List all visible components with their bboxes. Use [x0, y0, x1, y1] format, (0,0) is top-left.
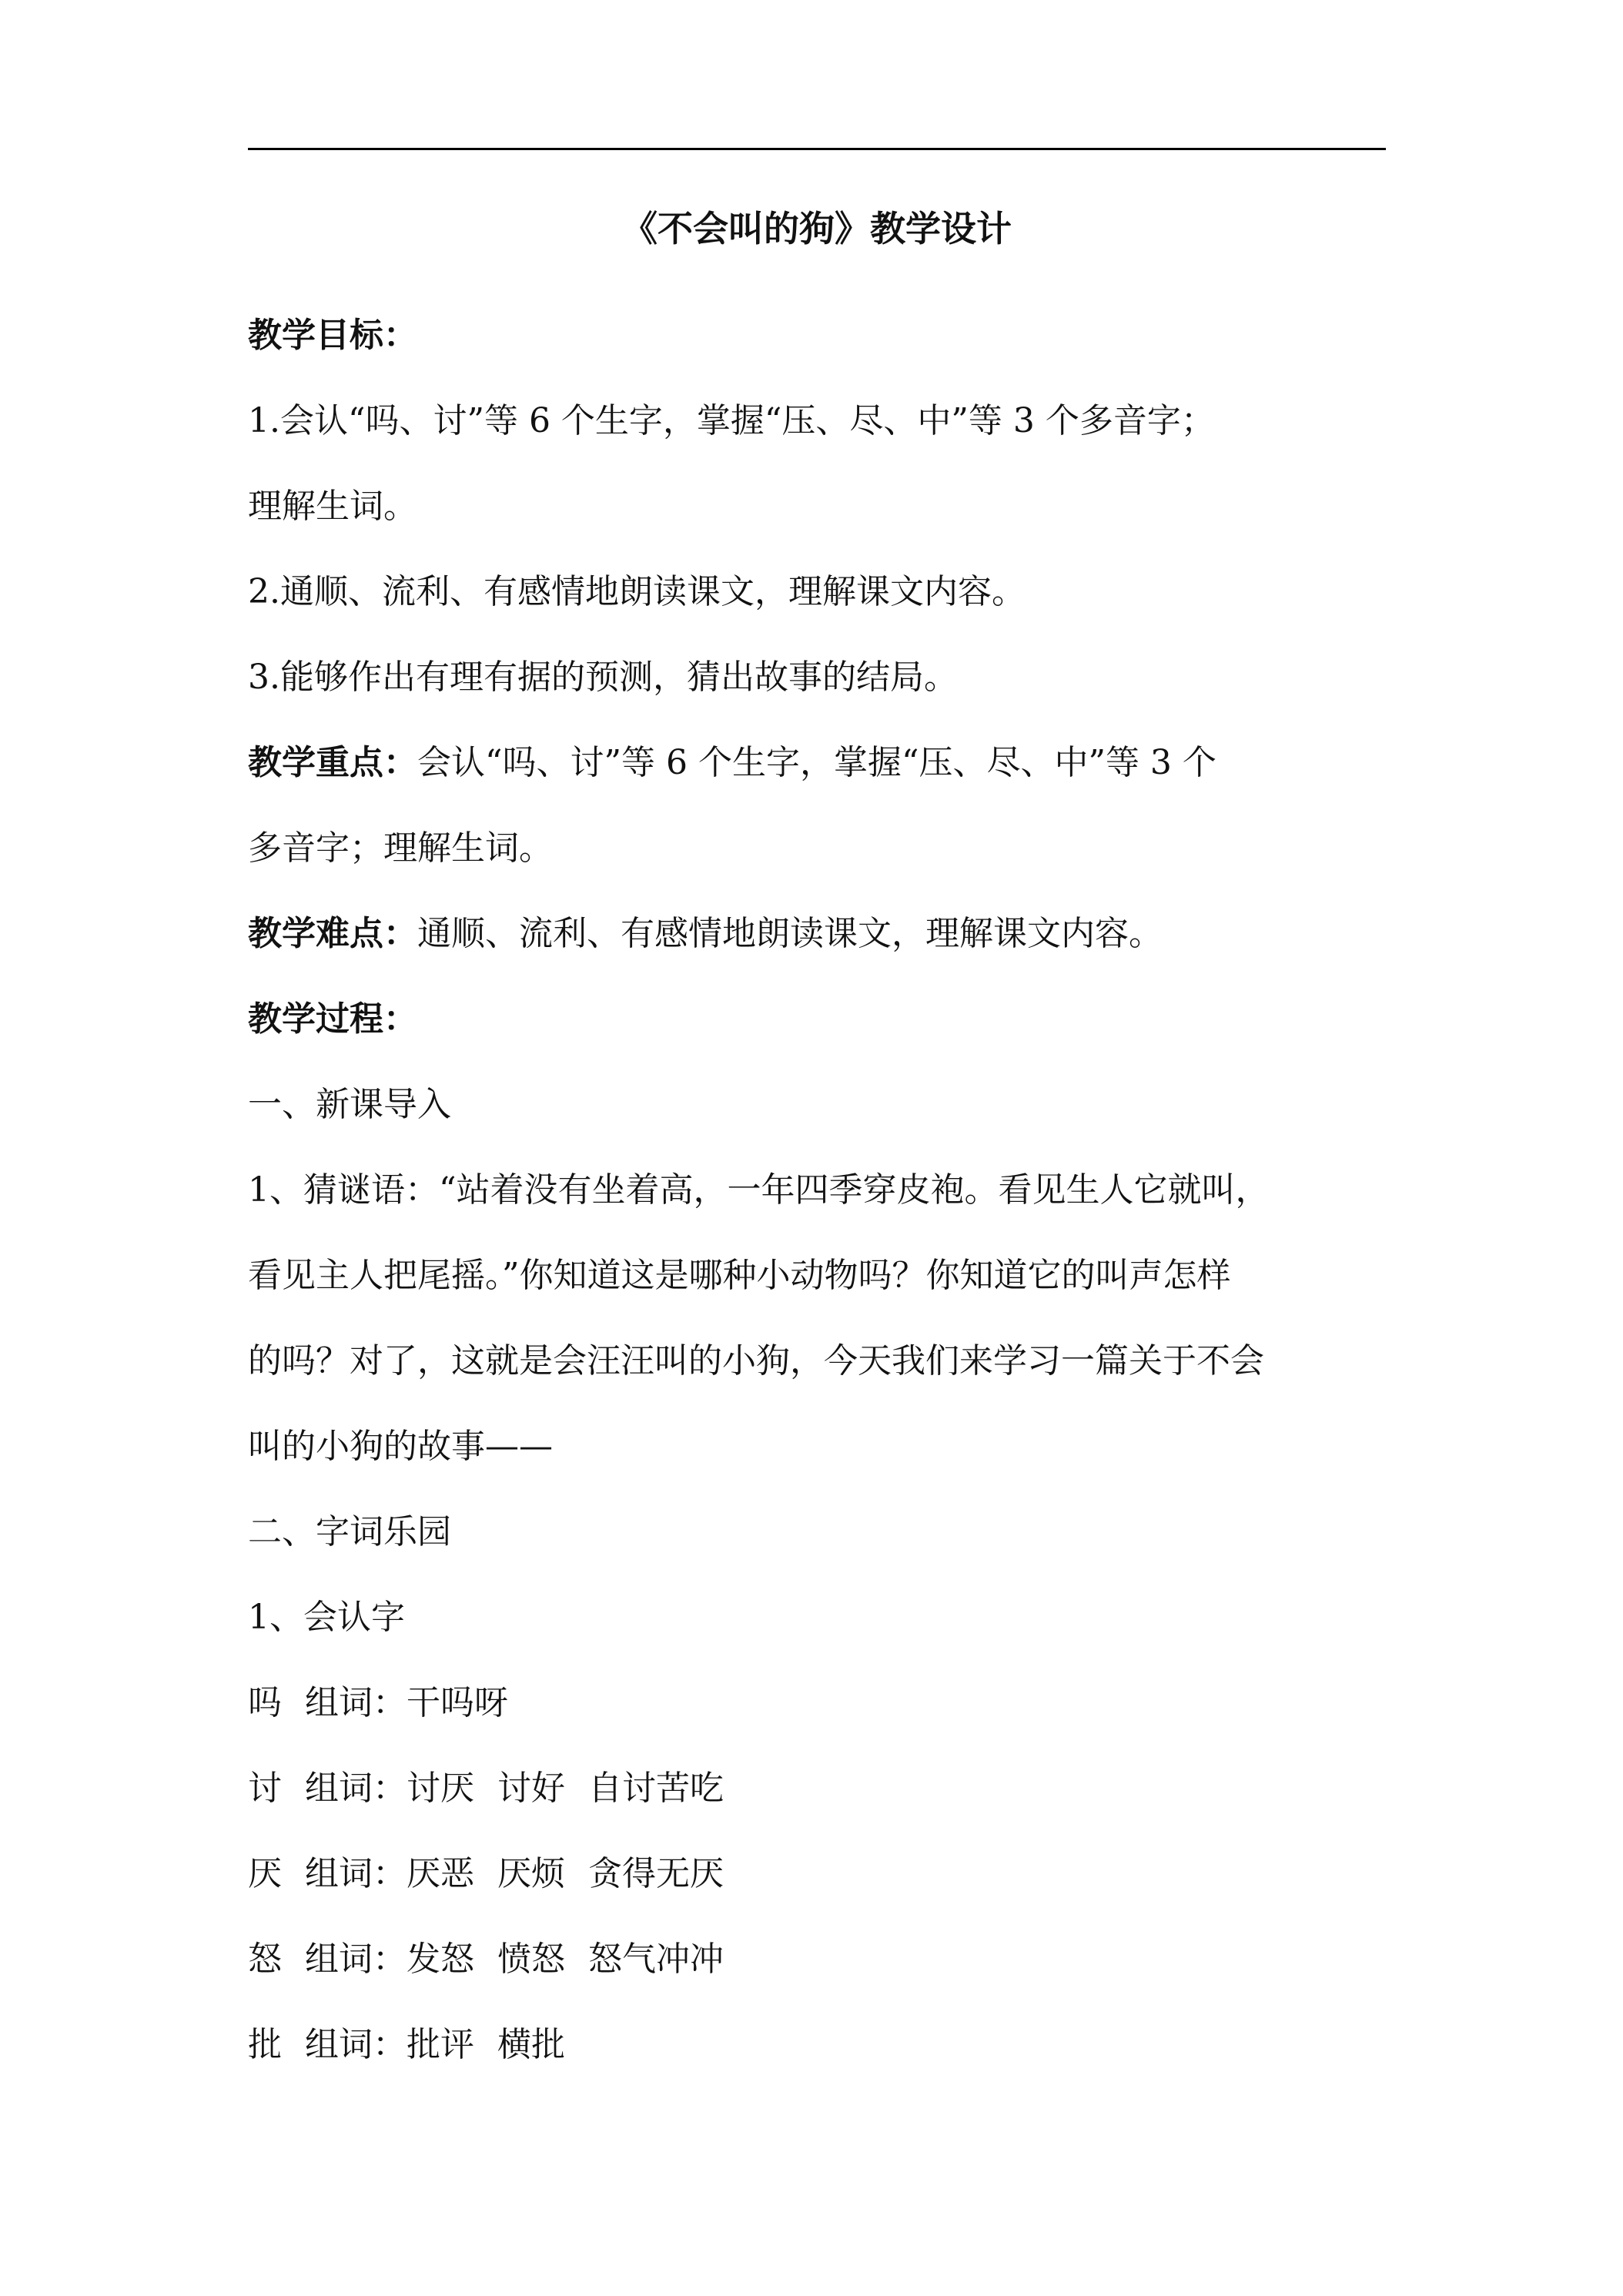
word-item: 横批	[497, 2025, 565, 2064]
difficulty-line	[248, 891, 1386, 976]
word-row	[248, 1745, 1386, 1831]
word-item: 自讨苦吃	[588, 1769, 724, 1808]
word-char: 讨	[248, 1769, 282, 1808]
word-item: 厌恶	[407, 1854, 474, 1893]
goal-item-1-line-2: 理解生词。	[248, 487, 417, 526]
section-1-para-line-4: 叫的小狗的故事——	[248, 1427, 553, 1466]
word-item: 批评	[407, 2025, 474, 2064]
word-label: 组词：	[305, 1854, 407, 1893]
goals-heading: 教学目标：	[248, 316, 417, 355]
word-label: 组词：	[305, 1769, 407, 1808]
goal-item-1-line-1: 1.会认“吗、讨”等 6 个生字，掌握“压、尽、中”等 3 个多音字；	[248, 401, 1215, 440]
header-rule	[248, 148, 1386, 150]
section-1-para-line-2: 看见主人把尾摇。”你知道这是哪种小动物吗？你知道它的叫声怎样	[248, 1256, 1231, 1295]
word-item: 干吗呀	[407, 1683, 508, 1722]
word-item: 发怒	[407, 1940, 474, 1979]
key-point-label: 教学重点：	[248, 743, 417, 782]
word-char: 厌	[248, 1854, 282, 1893]
word-label: 组词：	[305, 1940, 407, 1979]
key-point-line-2: 多音字；理解生词。	[248, 828, 553, 868]
word-char: 吗	[248, 1683, 282, 1722]
difficulty-text: 通顺、流利、有感情地朗读课文，理解课文内容。	[417, 914, 1163, 953]
word-row	[248, 1660, 1386, 1745]
word-item: 讨厌	[407, 1769, 474, 1808]
word-row	[248, 1831, 1386, 1916]
key-point-text-1: 会认“吗、讨”等 6 个生字，掌握“压、尽、中”等 3 个	[417, 743, 1216, 782]
section-1-para-line-1: 1、猜谜语：“站着没有坐着高，一年四季穿皮袍。看见生人它就叫，	[248, 1170, 1270, 1210]
section-1-title: 一、新课导入	[248, 1085, 451, 1124]
document-title: 《不会叫的狗》教学设计	[622, 208, 1012, 249]
word-item: 怒气冲冲	[588, 1940, 724, 1979]
word-item: 厌烦	[497, 1854, 565, 1893]
goal-item-3: 3.能够作出有理有据的预测，猜出故事的结局。	[248, 658, 958, 697]
section-1-para-line-3: 的吗？对了，这就是会汪汪叫的小狗，今天我们来学习一篇关于不会	[248, 1341, 1264, 1381]
difficulty-label: 教学难点：	[248, 914, 417, 953]
word-item: 贪得无厌	[588, 1854, 724, 1893]
word-item: 讨好	[497, 1769, 565, 1808]
document-body	[248, 293, 1386, 2087]
word-char: 批	[248, 2025, 282, 2064]
process-heading: 教学过程：	[248, 999, 417, 1039]
key-point-line-1	[248, 720, 1386, 805]
section-2-subheading: 1、会认字	[248, 1598, 405, 1637]
word-row	[248, 1916, 1386, 2002]
word-row	[248, 2002, 1386, 2087]
word-label: 组词：	[305, 2025, 407, 2064]
word-label: 组词：	[305, 1683, 407, 1722]
word-item: 愤怒	[497, 1940, 565, 1979]
section-2-title: 二、字词乐园	[248, 1512, 451, 1551]
goal-item-2: 2.通顺、流利、有感情地朗读课文，理解课文内容。	[248, 572, 1026, 611]
word-char: 怒	[248, 1940, 282, 1979]
